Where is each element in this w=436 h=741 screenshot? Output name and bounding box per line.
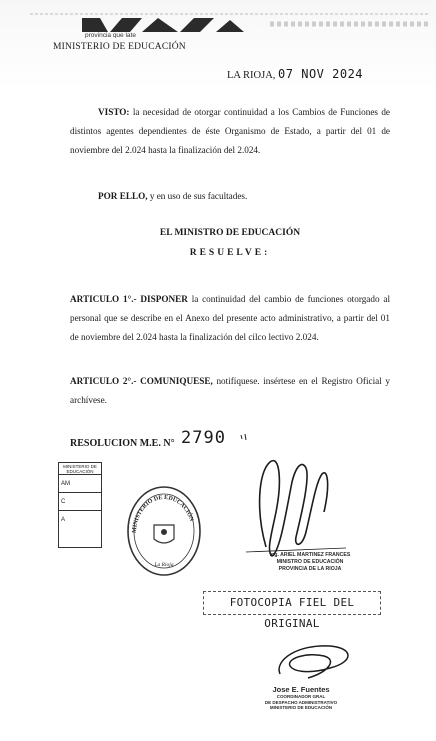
signer-1-province: PROVINCIA DE LA RIOJA	[278, 566, 342, 572]
resolucion-number: 2790	[181, 428, 226, 448]
resolucion-label: RESOLUCION M.E. N°	[70, 438, 175, 449]
header-banner	[30, 8, 430, 38]
date-line	[227, 67, 363, 81]
initials-box	[58, 462, 102, 548]
signer-2-name: Jose E. Fuentes	[272, 685, 330, 694]
articulo-1-text: la continuidad del cambio de funciones otorgado al personal que se describe en el Anexo del presente acto administrativo, a partir del 01 de noviembre del 2.024 hasta la finalización del cilco lectivo 2.024.	[70, 294, 390, 342]
initials-row: A	[61, 517, 66, 523]
resuelve-heading: RESUELVE:	[189, 248, 271, 258]
minister-signature	[236, 452, 356, 562]
tick-mark	[239, 433, 249, 443]
minister-title: EL MINISTRO DE EDUCACIÓN	[159, 228, 301, 238]
por-ello-label: POR ELLO,	[98, 191, 148, 201]
minister-signer-block	[250, 552, 370, 573]
articulo-2-text: notifíquese. insértese en el Registro Oficial y archívese.	[70, 376, 390, 405]
date-handwritten: 07 NOV 2024	[278, 67, 364, 81]
signer-2-role-2: DE DESPACHO ADMINISTRATIVO	[264, 699, 338, 705]
initials-row: AM	[59, 475, 101, 493]
visto-label: VISTO:	[98, 107, 130, 117]
signer-2-role-3: MINISTERIO DE EDUCACIÓN	[269, 705, 333, 710]
ministry-name: MINISTERIO DE EDUCACIÓN	[53, 42, 186, 52]
coordinator-signer-block	[256, 685, 346, 711]
articulo-2	[70, 372, 390, 410]
visto-paragraph	[70, 103, 390, 160]
articulo-1-label: ARTICULO 1°.-	[70, 294, 137, 304]
articulo-2-label: ARTICULO 2°.-	[70, 376, 137, 386]
initials-box-header: MINISTERIO DE EDUCACIÓN	[59, 463, 101, 475]
certified-copy-stamp: FOTOCOPIA FIEL DEL ORIGINAL	[203, 591, 381, 615]
banner-text: provincia que late	[85, 32, 136, 38]
initials-row: C	[59, 493, 101, 511]
signer-1-role: MINISTRO DE EDUCACIÓN	[276, 559, 344, 565]
articulo-1	[70, 290, 390, 347]
articulo-2-verb: COMUNIQUESE,	[140, 376, 213, 386]
seal-bottom-text: La Rioja	[154, 562, 174, 568]
seal-top-text: MINISTERIO DE EDUCACIÓN	[131, 494, 195, 534]
coordinator-signature	[268, 638, 358, 686]
articulo-1-verb: DISPONER	[140, 294, 188, 304]
por-ello-text: y en uso de sus facultades.	[149, 191, 248, 201]
signer-1-name: Ing. ARIEL MARTINEZ FRANCES	[269, 552, 351, 558]
date-place: LA RIOJA,	[227, 70, 276, 81]
signer-2-role-1: COORDINADOR GRAL	[276, 694, 326, 699]
por-ello-paragraph	[70, 187, 390, 206]
ministry-seal	[124, 483, 204, 578]
visto-text: la necesidad de otorgar continuidad a los Cambios de Funciones de distintos agentes dependientes de éste Organismo de Estado, a partir del 01 de noviembre del 2.024 hasta la finalización del 2.024.	[70, 107, 391, 155]
